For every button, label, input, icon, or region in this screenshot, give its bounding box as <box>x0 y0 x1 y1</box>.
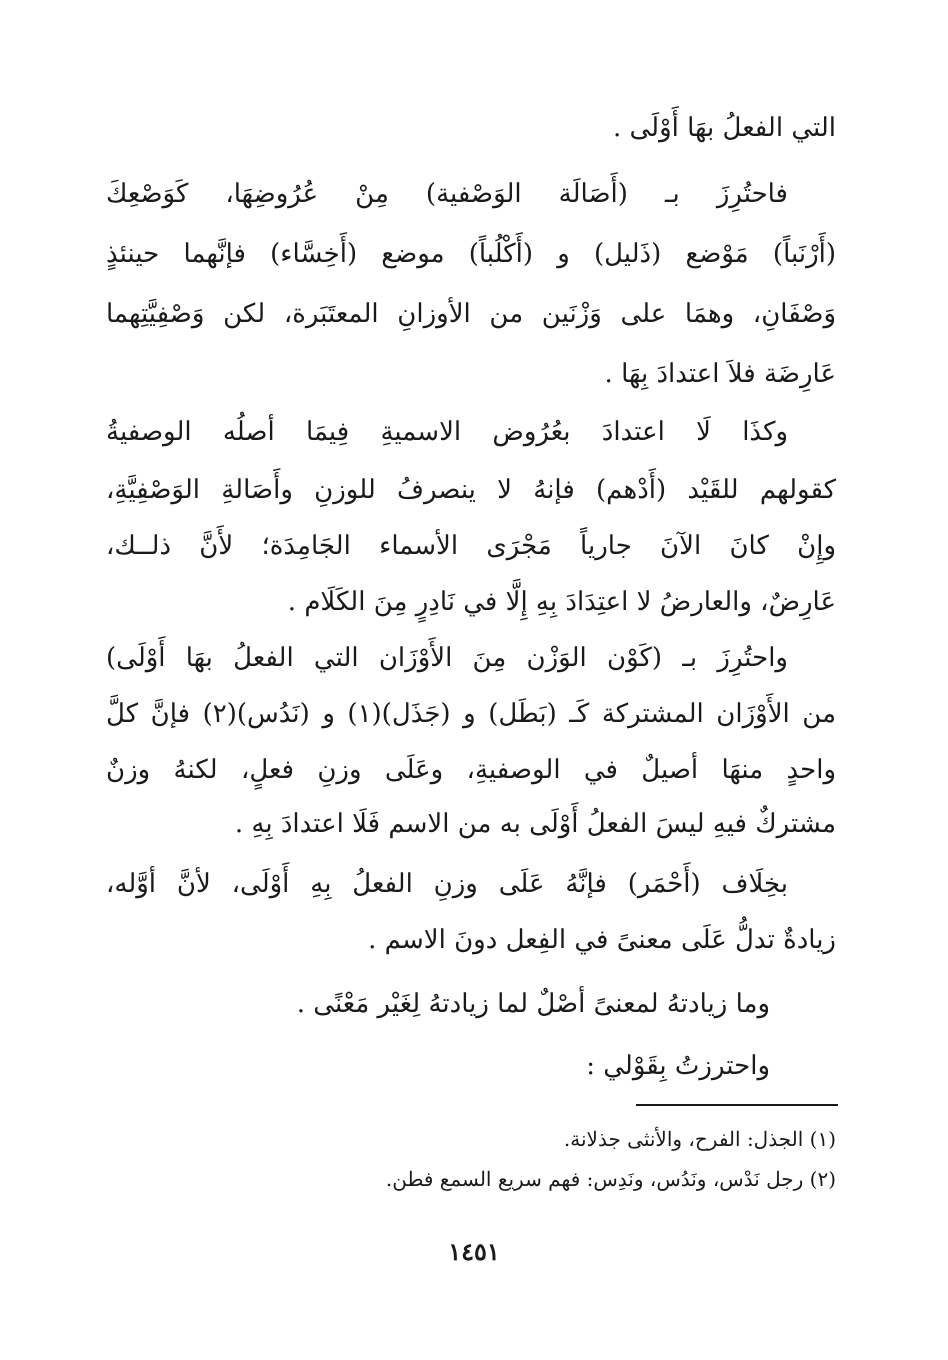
text-line: واحترزتُ بِقَوْلي : <box>586 1051 770 1081</box>
footnote-separator <box>636 1104 838 1106</box>
page-number: ١٤٥١ <box>448 1237 500 1266</box>
text-line: عَارِضٌ، والعارضُ لا اعتِدَادَ بِهِ إِلَّا في نَادِرٍ مِنَ الكَلَام . <box>287 587 836 617</box>
text-line: مشتركٌ فيهِ ليسَ الفعلُ أَوْلَى به من الاسم فَلَا اعتدادَ بِهِ . <box>234 809 836 839</box>
footnote: (١) الجذل: الفرح، والأنثى جذلانة. <box>563 1127 836 1151</box>
text-line: فاحتُرِزَ بـ (أَصَالَة الوَصْفية) مِنْ عُرُوضِهَا، كَوَصْعِكَ <box>106 179 788 209</box>
text-line: التي الفعلُ بهَا أَوْلَى . <box>612 113 836 143</box>
text-line: من الأَوْزَان المشتركة كَـ (بَطَل) و (جَذَل)(١) و (نَدُس)(٢) فإنَّ كلَّ <box>106 699 836 729</box>
text-line: عَارِضَة فلاَ اعتدادَ بِهَا . <box>604 359 836 389</box>
footnote: (٢) رجل نَدْس، ونَدُس، ونَدِس: فهم سريع السمع فطن. <box>385 1167 836 1191</box>
text-line: بخِلَاف (أَحْمَر) فإنَّهُ عَلَى وزنِ الفعلُ بِهِ أَوْلَى، لأنَّ أوَّله، <box>106 869 788 899</box>
text-line: وما زيادتهُ لمعنىً أصْلٌ لما زيادتهُ لِغَيْر مَعْنًى . <box>296 989 770 1019</box>
text-line: واحتُرِزَ بـ (كَوْن الوَزْن مِنَ الأَوْزَان التي الفعلُ بهَا أَوْلَى) <box>106 643 788 673</box>
text-line: (أَرْنَباً) مَوْضع (ذَليل) و (أَكْلُباً) موضع (أَخِسَّاء) فإنَّهما حينئذٍ <box>106 239 836 269</box>
text-line: كقولهم للقَيْد (أَدْهم) فإنهُ لا ينصرفُ للوزنِ وأَصَالةِ الوَصْفِيَّةِ، <box>106 475 836 505</box>
text-line: وَصْفَانِ، وهمَا على وَزْنَين من الأوزانِ المعتَبَرة، لكن وَصْفِيَّتِهما <box>106 299 836 329</box>
text-line: زيادةٌ تدلُّ عَلَى معنىً في الفِعل دونَ الاسم . <box>368 925 836 955</box>
text-line: وإِنْ كانَ الآنَ جارياً مَجْرَى الأسماء الجَامِدَة؛ لأَنَّ ذلــك، <box>106 531 836 561</box>
text-line: وكذَا لَا اعتدادَ بعُرُوض الاسميةِ فِيمَا أصلُه الوصفيةُ <box>106 417 788 447</box>
text-line: واحدٍ منهَا أصيلٌ في الوصفيةِ، وعَلَى وزنِ فعلٍ، لكنهُ وزنٌ <box>106 755 836 785</box>
